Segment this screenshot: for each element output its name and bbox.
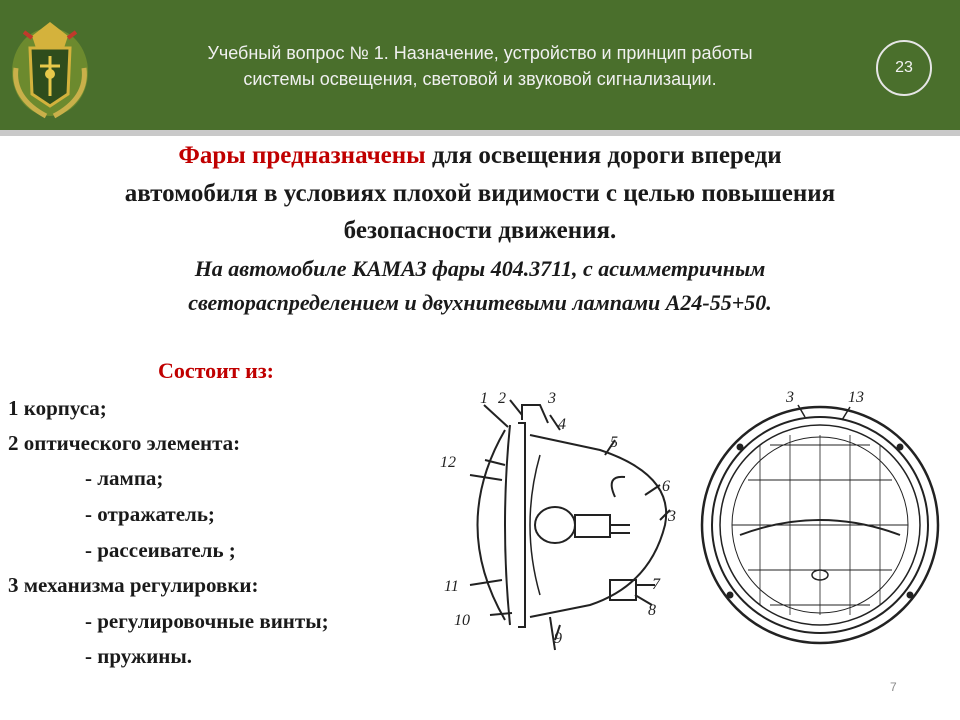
callout-label: 4 bbox=[558, 416, 566, 433]
callout-label: 3 bbox=[548, 390, 556, 407]
callout-label: 13 bbox=[848, 389, 864, 406]
kamaz-note-line-1: На автомобиле КАМАЗ фары 404.3711, с асимметричным bbox=[194, 256, 766, 281]
composition-item: 2 оптического элемента: bbox=[8, 431, 241, 455]
callout-label: 1 bbox=[480, 390, 488, 407]
slide-title-line: системы освещения, световой и звуковой сигнализации. bbox=[243, 69, 717, 89]
composition-subitem: - регулировочные винты; bbox=[85, 609, 329, 633]
composition-item: 1 корпуса; bbox=[8, 396, 107, 420]
composition-subitem: - лампа; bbox=[85, 466, 164, 490]
slide-title-line: Учебный вопрос № 1. Назначение, устройство и принцип работы bbox=[207, 43, 753, 63]
page-number: 7 bbox=[890, 680, 897, 694]
callout-label: 12 bbox=[440, 454, 456, 471]
callout-label: 11 bbox=[444, 578, 459, 595]
intro-line-1-text: для освещения дороги впереди bbox=[425, 142, 782, 169]
callout-label: 3 bbox=[668, 508, 676, 525]
callout-label: 6 bbox=[662, 478, 670, 495]
callout-label: 2 bbox=[498, 390, 506, 407]
intro-line-2: автомобиля в условиях плохой видимости с целью повышения bbox=[124, 180, 836, 207]
composition-subitem: - рассеиватель ; bbox=[85, 538, 236, 562]
callout-label: 3 bbox=[786, 389, 794, 406]
composition-subitem: - пружины. bbox=[85, 644, 193, 668]
intro-highlight: Фары предназначены bbox=[178, 142, 426, 169]
callout-label: 9 bbox=[554, 630, 562, 647]
intro-line-1 bbox=[0, 138, 960, 174]
header-divider bbox=[0, 130, 960, 136]
intro-line-3: безопасности движения. bbox=[343, 217, 617, 244]
callout-label: 7 bbox=[652, 576, 660, 593]
slide-title bbox=[105, 40, 855, 92]
slide-number-badge: 23 bbox=[876, 40, 932, 96]
composition-subitem: - отражатель; bbox=[85, 502, 215, 526]
callout-label: 10 bbox=[454, 612, 470, 629]
headlight-diagram bbox=[430, 385, 960, 665]
callout-label: 8 bbox=[648, 602, 656, 619]
composition-item: 3 механизма регулировки: bbox=[8, 573, 259, 597]
kamaz-note-line-2: светораспределением и двухнитевыми лампами А24-55+50. bbox=[188, 290, 772, 315]
composition-heading: Состоит из: bbox=[158, 358, 274, 383]
headlight-front-view bbox=[702, 405, 938, 643]
headlight-side-view bbox=[470, 400, 670, 650]
military-emblem-icon bbox=[6, 8, 94, 120]
callout-label: 5 bbox=[610, 434, 618, 451]
